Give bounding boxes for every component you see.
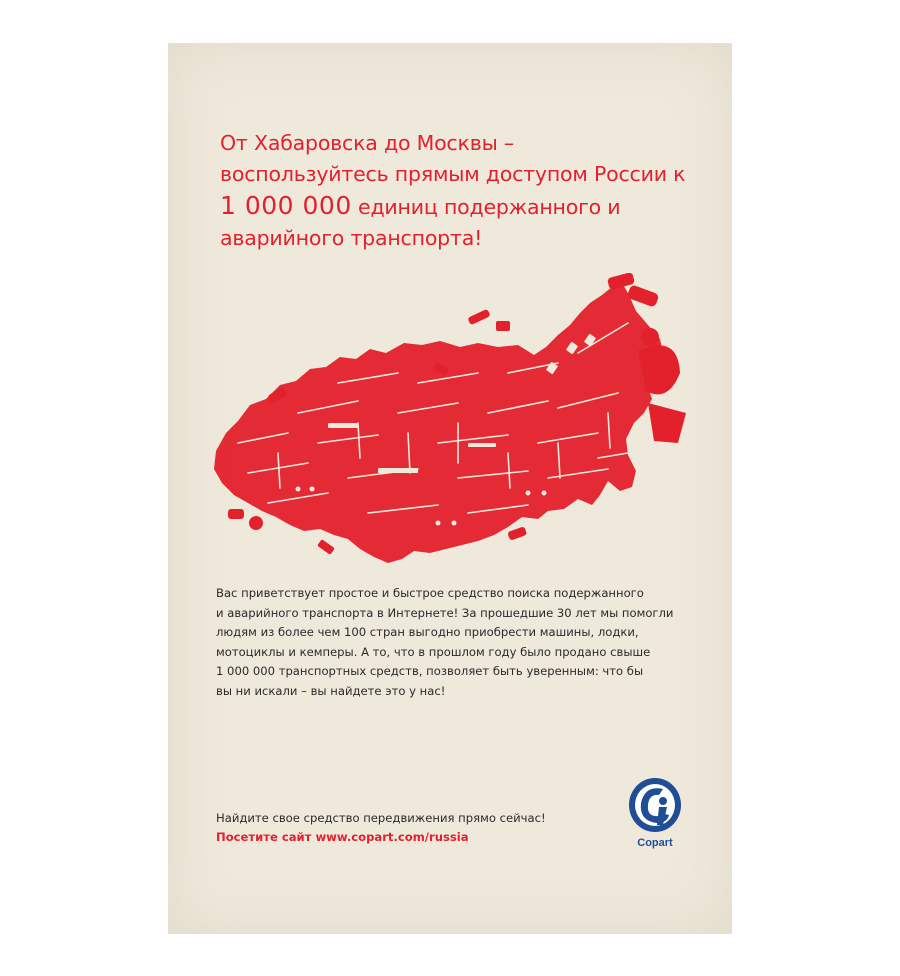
logo-wordmark: Copart <box>637 837 673 849</box>
headline-line-2: воспользуйтесь прямым доступом России к <box>220 162 686 186</box>
cta-website-link[interactable]: Посетите сайт www.copart.com/russia <box>216 830 469 844</box>
copart-logo-icon <box>623 775 687 837</box>
headline-number: 1 000 000 <box>220 191 352 220</box>
body-line: вы ни искали – вы найдете это у нас! <box>216 683 446 698</box>
headline-line-3-rest: единиц подержанного и <box>351 195 621 219</box>
headline <box>220 128 700 254</box>
russia-vehicle-map <box>208 273 698 603</box>
headline-line-1: От Хабаровска до Москвы – <box>220 131 514 155</box>
copart-logo <box>623 775 687 855</box>
call-to-action <box>216 809 616 847</box>
body-line: и аварийного транспорта в Интернете! За прошедшие 30 лет мы помогли <box>216 605 674 620</box>
body-paragraph <box>216 584 674 701</box>
body-line: Вас приветствует простое и быстрое средство поиска подержанного <box>216 586 644 600</box>
poster <box>168 43 732 934</box>
body-line: мотоциклы и кемперы. А то, что в прошлом году было продано свыше <box>216 644 651 659</box>
cta-find-text: Найдите свое средство передвижения прямо сейчас! <box>216 811 546 825</box>
body-line: людям из более чем 100 стран выгодно приобрести машины, лодки, <box>216 625 639 639</box>
headline-line-3 <box>220 190 700 223</box>
vehicle-map-illustration <box>208 273 698 603</box>
headline-line-4: аварийного транспорта! <box>220 226 483 250</box>
body-line: 1 000 000 транспортных средств, позволяет быть уверенным: что бы <box>216 664 644 678</box>
